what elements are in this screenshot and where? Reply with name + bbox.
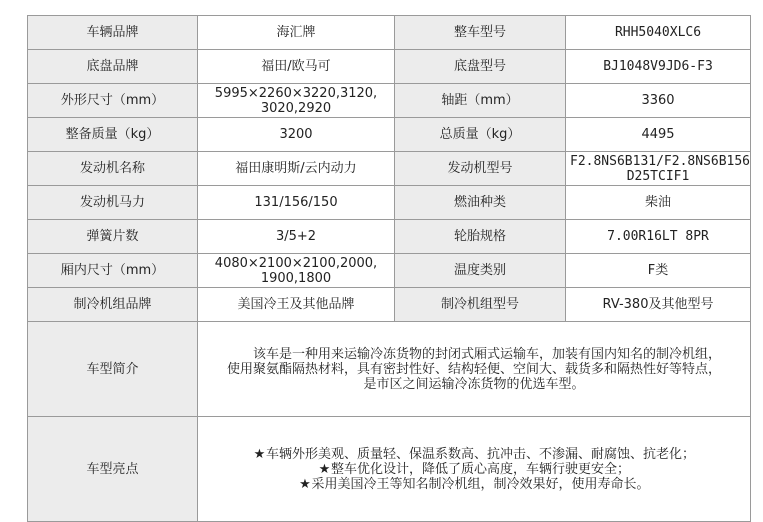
model-intro-text: [198, 322, 751, 417]
spring-leaves-label: 弹簧片数: [28, 220, 198, 254]
table-row: [28, 254, 751, 288]
highlight-text: 整车优化设计，降低了质心高度，车辆行驶更安全；: [330, 461, 630, 477]
tire-spec-label: 轮胎规格: [395, 220, 566, 254]
model-intro-label: 车型简介: [28, 322, 198, 417]
spring-leaves-value: 3/5+2: [198, 220, 395, 254]
list-item: [202, 447, 746, 462]
table-row: [28, 220, 751, 254]
overall-dimensions-line1: 5995×2260×3220,3120,: [214, 85, 378, 101]
vehicle-model-value: RHH5040XLC6: [566, 16, 751, 50]
vehicle-model-label: 整车型号: [395, 16, 566, 50]
table-row: [28, 322, 751, 417]
highlight-text: 车辆外形美观、质量轻、保温系数高、抗冲击、不渗漏、耐腐蚀、抗老化；: [265, 446, 695, 462]
wheelbase-value: 3360: [566, 84, 751, 118]
refrigeration-brand-label: 制冷机组品牌: [28, 288, 198, 322]
highlights-list: [198, 417, 751, 522]
table-row: [28, 84, 751, 118]
cargo-dimensions-line1: 4080×2100×2100,2000,: [214, 255, 378, 271]
cargo-dimensions-label: 厢内尺寸（mm）: [28, 254, 198, 288]
fuel-type-label: 燃油种类: [395, 186, 566, 220]
intro-line2: 使用聚氨酯隔热材料，具有密封性好、结构轻便、空间大、载货多和隔热性好等特点，: [226, 361, 721, 377]
table-row: [28, 50, 751, 84]
chassis-model-value: BJ1048V9JD6-F3: [566, 50, 751, 84]
list-item: [202, 462, 746, 477]
refrigeration-model-value: RV-380及其他型号: [566, 288, 751, 322]
engine-model-label: 发动机型号: [395, 152, 566, 186]
star-icon: ★: [299, 476, 311, 492]
curb-weight-value: 3200: [198, 118, 395, 152]
engine-model-line2: D25TCIF1: [626, 168, 690, 184]
engine-model-value: [566, 152, 751, 186]
overall-dimensions-label: 外形尺寸（mm）: [28, 84, 198, 118]
table-row: [28, 186, 751, 220]
vehicle-spec-table: [27, 15, 751, 522]
engine-model-line1: F2.8NS6B131/F2.8NS6B156: [570, 153, 751, 169]
chassis-brand-label: 底盘品牌: [28, 50, 198, 84]
engine-name-value: 福田康明斯/云内动力: [198, 152, 395, 186]
vehicle-brand-value: 海汇牌: [198, 16, 395, 50]
curb-weight-label: 整备质量（kg）: [28, 118, 198, 152]
temperature-class-value: F类: [566, 254, 751, 288]
intro-line3: 是市区之间运输冷冻货物的优选车型。: [363, 376, 585, 392]
overall-dimensions-line2: 3020,2920: [260, 100, 332, 116]
vehicle-brand-label: 车辆品牌: [28, 16, 198, 50]
chassis-model-label: 底盘型号: [395, 50, 566, 84]
table-row: [28, 16, 751, 50]
table-row: [28, 118, 751, 152]
list-item: [202, 477, 746, 492]
engine-power-value: 131/156/150: [198, 186, 395, 220]
cargo-dimensions-line2: 1900,1800: [260, 270, 332, 286]
temperature-class-label: 温度类别: [395, 254, 566, 288]
table-row: [28, 288, 751, 322]
cargo-dimensions-value: [198, 254, 395, 288]
chassis-brand-value: 福田/欧马可: [198, 50, 395, 84]
refrigeration-model-label: 制冷机组型号: [395, 288, 566, 322]
engine-name-label: 发动机名称: [28, 152, 198, 186]
intro-line1: 该车是一种用来运输冷冻货物的封闭式厢式运输车，加装有国内知名的制冷机组，: [252, 346, 721, 362]
gross-weight-value: 4495: [566, 118, 751, 152]
star-icon: ★: [253, 446, 266, 462]
star-icon: ★: [318, 461, 331, 477]
table-row: [28, 417, 751, 522]
fuel-type-value: 柴油: [566, 186, 751, 220]
wheelbase-label: 轴距（mm）: [395, 84, 566, 118]
overall-dimensions-value: [198, 84, 395, 118]
table-row: [28, 152, 751, 186]
tire-spec-value: 7.00R16LT 8PR: [566, 220, 751, 254]
highlight-text: 采用美国冷王等知名制冷机组，制冷效果好，使用寿命长。: [311, 476, 650, 492]
refrigeration-brand-value: 美国冷王及其他品牌: [198, 288, 395, 322]
engine-power-label: 发动机马力: [28, 186, 198, 220]
gross-weight-label: 总质量（kg）: [395, 118, 566, 152]
highlights-label: 车型亮点: [28, 417, 198, 522]
